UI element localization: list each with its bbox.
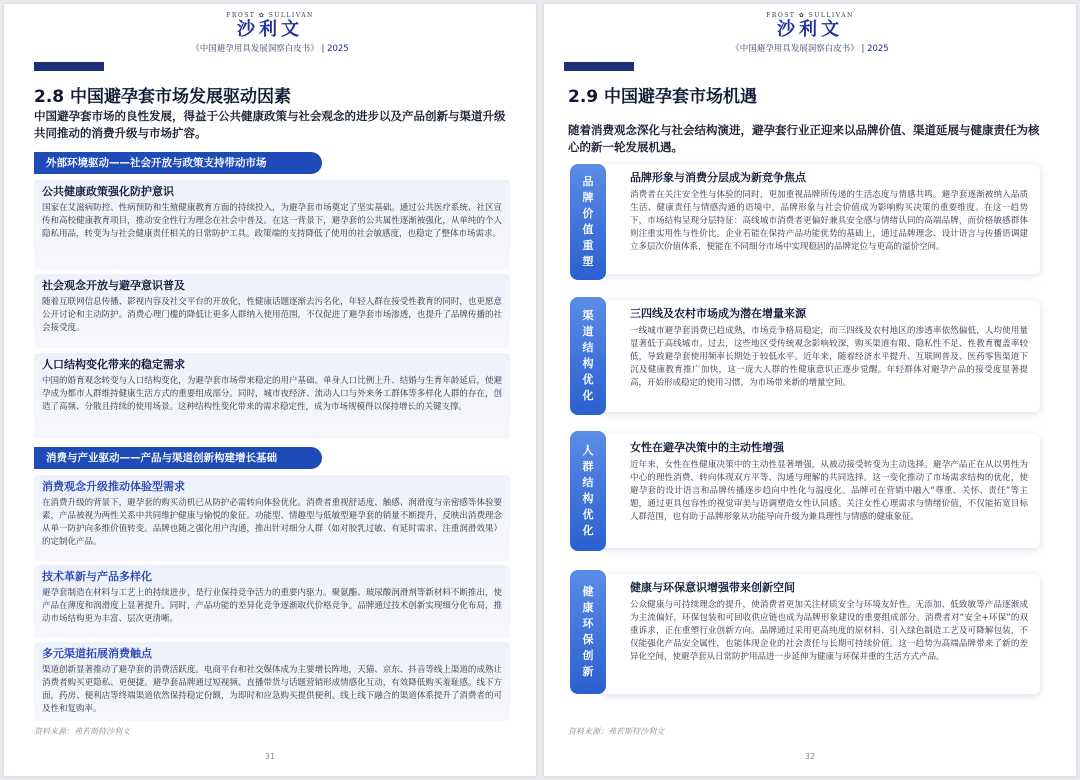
card-body: 渠道创新显著推动了避孕套的消费活跃度。电商平台和社交媒体成为主要增长阵地，天猫、京东、抖音等线上渠道的成熟让消费者购买更隐私、更便捷。避孕套品牌通过短视频、直播带货与话题营销形成情感化互动，有效降低购买羞耻感。线下方面，药房、便利店等终端渠道依然保持稳定份额，为即时和应急购买提供便利。线上线下融合的渠道体系提升了消费者的可及性和复购率。 (42, 665, 502, 714)
opportunity-tab (570, 297, 606, 415)
opportunity-tab (570, 570, 606, 694)
source-note: 资料来源：弗若斯特沙利文 (34, 727, 130, 736)
page-right (544, 4, 1076, 776)
report-sep: | (318, 44, 328, 54)
page-number: 31 (264, 752, 276, 761)
card-title: 公共健康政策强化防护意识 (42, 185, 174, 198)
card-body: 在消费升级的背景下，避孕套的购买动机已从防护必需转向体验优化。消费者重视舒适度、触感、润滑度与亲密感等体验要素，产品被视为两性关系中共同维护健康与愉悦的象征。功能型、情趣型与低敏型避孕套的销量不断提升，反映出消费理念从单一防护向多维价值转变。品牌也随之强化用户沟通，推出针对细分人群（如对胶乳过敏、有延时需求、注重润滑效果）的定制化产品。 (42, 498, 502, 547)
card-title: 人口结构变化带来的稳定需求 (42, 358, 185, 371)
opportunity-tab (570, 164, 606, 280)
page-header (4, 12, 536, 54)
driver-card (34, 274, 510, 348)
page-number: 32 (804, 752, 816, 761)
card-title: 多元渠道拓展消费触点 (42, 647, 152, 660)
card-title: 消费观念升级推动体验型需求 (42, 480, 185, 493)
card-body: 一线城市避孕套消费已趋成熟，市场竞争格局稳定，而三四线及农村地区的渗透率依然偏低，人均使用量显著低于高线城市。过去，这些地区受传统观念影响较深，购买渠道有限、隐私性不足、性教育覆盖率较低，导致避孕套使用频率长期处于较低水平。近年来，随着经济水平提升、互联网普及、医药零售渠道下沉及健康教育推广加快，这一庞大人群的性健康意识正逐步觉醒。年轻群体对避孕产品的接受度显著提高，开始形成稳定的使用习惯，为市场带来新的增量空间。 (630, 326, 1028, 388)
opportunity-card (600, 164, 1040, 274)
tab-label: 健康环保创新 (582, 585, 594, 678)
card-body: 公众健康与可持续理念的提升，使消费者更加关注材质安全与环境友好性。无添加、低致敏等产品逐渐成为主流偏好，环保包装和可回收供应链也成为品牌形象建设的重要组成部分。消费者对“安全+环保”的双重诉求，正在重塑行业创新方向。品牌通过采用更高纯度的原材料、引入绿色制造工艺及可降解包装，不仅能强化产品安全属性，也能体现企业的社会责任与长期可持续价值。这一趋势为高端品牌带来了新的差异化空间，使避孕套从日常防护用品进一步延伸为健康与环保并重的生活方式产品。 (630, 600, 1028, 662)
card-body: 国家在艾滋病防控、性病预防和生殖健康教育方面的持续投入，为避孕套市场奠定了坚实基础。通过公共医疗系统、社区宣传和高校健康教育项目，推动安全性行为理念在社会中普及。在这一背景下，避孕套的公共属性逐渐被强化，从单纯的个人隐私用品，转变为与社会健康责任相关的日常防护工具。政策端的支持降低了使用的社会敏感度，也稳定了整体市场需求。 (42, 203, 502, 239)
report-name: 《中国避孕用具发展洞察白皮书》 (191, 44, 319, 54)
report-name: 《中国避孕用具发展洞察白皮书》 (731, 44, 859, 54)
card-body: 随着互联网信息传播、影视内容及社交平台的开放化，性健康话题逐渐去污名化，年轻人群在接受性教育的同时，也更愿意公开讨论和主动防护。消费心理门槛的降低让更多人群纳入使用范围，不仅促进了避孕套市场渗透，也提升了品牌传播的社会接受度。 (42, 297, 502, 333)
report-sep: | (858, 44, 868, 54)
opportunity-tab (570, 431, 606, 551)
driver-card (34, 475, 510, 561)
opportunity-card (600, 434, 1040, 548)
report-year: 2025 (327, 44, 349, 54)
report-subtitle (4, 42, 536, 54)
card-title: 社会观念开放与避孕意识普及 (42, 279, 185, 292)
driver-card (34, 642, 510, 721)
frost-sullivan-wordmark: FROST ✿ SULLIVAN (226, 12, 314, 19)
title-accent-bar (564, 62, 634, 71)
group-pill-consumer: 消费与产业驱动——产品与渠道创新构建增长基础 (34, 447, 322, 469)
card-title: 健康与环保意识增强带来创新空间 (630, 581, 795, 594)
page-header (544, 12, 1076, 54)
title-accent-bar (34, 62, 104, 71)
section-title: 2.8 中国避孕套市场发展驱动因素 (34, 87, 292, 107)
page-left (4, 4, 536, 776)
card-title: 三四线及农村市场成为潜在增量来源 (630, 307, 806, 320)
section-intro: 随着消费观念深化与社会结构演进，避孕套行业正迎来以品牌价值、渠道延展与健康责任为核心的新一轮发展机遇。 (568, 123, 1040, 154)
card-title: 女性在避孕决策中的主动性增强 (630, 441, 784, 454)
card-body: 消费者在关注安全性与体验的同时，更加重视品牌所传递的生活态度与情感共鸣。避孕套逐渐被纳入品质生活、健康责任与情感沟通的语境中，品牌形象与社会价值成为影响购买决策的重要维度。在这一趋势下，市场结构呈现分层特征：高线城市消费者更偏好兼具安全感与情绪认同的高端品牌，而价格敏感群体则注重实用性与性价比。企业若能在保持产品功能优势的基础上，通过品牌理念、设计语言与传播语调建立多层次价值体系，便能在不同细分市场中实现稳固的品牌定位与更高的溢价空间。 (630, 190, 1028, 252)
brand-logo: 沙利文 (777, 19, 843, 40)
frost-sullivan-wordmark: FROST ✿ SULLIVAN (766, 12, 854, 19)
card-title: 品牌形象与消费分层成为新竞争焦点 (630, 171, 806, 184)
section-title: 2.9 中国避孕套市场机遇 (568, 87, 758, 107)
card-body: 中国的婚育观念转变与人口结构变化，为避孕套市场带来稳定的用户基础。单身人口比例上升、结婚与生育年龄延后，使避孕成为都市人群维持健康生活方式的重要组成部分。同时，城市夜经济、流动人口与外来务工群体等多样化人群的存在，创造了高频、分散且持续的使用场景。这种结构性变化带来的需求稳定性，成为市场规模得以保持增长的关键支撑。 (42, 376, 502, 412)
opportunity-card (600, 300, 1040, 412)
opportunity-card (600, 574, 1040, 694)
driver-card (34, 180, 510, 269)
card-title: 技术革新与产品多样化 (42, 570, 152, 583)
tab-label: 渠道结构优化 (582, 309, 594, 402)
section-intro: 中国避孕套市场的良性发展，得益于公共健康政策与社会观念的进步以及产品创新与渠道升级共同推动的消费升级与市场扩容。 (34, 109, 506, 140)
card-body: 避孕套制造在材料与工艺上的持续进步，是行业保持竞争活力的重要内驱力。聚氨酯、玻尿酸润滑剂等新材料不断推出，使产品在薄度和润滑度上显著提升。同时，产品功能的差异化竞争逐渐取代价格竞争。品牌通过技术创新实现细分化布局，推动市场结构更为丰富、层次更清晰。 (42, 588, 502, 624)
brand-logo: 沙利文 (237, 19, 303, 40)
source-note: 资料来源：弗若斯特沙利文 (568, 727, 664, 736)
report-subtitle (544, 42, 1076, 54)
driver-card (34, 353, 510, 439)
report-year: 2025 (867, 44, 889, 54)
tab-label: 人群结构优化 (582, 444, 594, 537)
driver-card (34, 565, 510, 638)
tab-label: 品牌价值重塑 (582, 175, 594, 268)
card-body: 近年来，女性在性健康决策中的主动性显著增强，从被动接受转变为主动选择。避孕产品正在从以男性为中心的理性消费，转向体现双方平等、沟通与理解的共同选择。这一变化推动了市场需求结构的优化，使避孕套的设计语言和品牌传播逐步趋向中性化与温度化。品牌可在营销中融入“尊重、关怀、责任”等主题，通过更具包容性的视觉审美与语调塑造女性认同感。关注女性心理需求与情绪价值，不仅能拓宽目标人群范围，也有助于品牌形象从功能导向升级为兼具理性与情感的健康象征。 (630, 460, 1028, 522)
group-pill-external: 外部环境驱动——社会开放与政策支持带动市场 (34, 152, 322, 174)
